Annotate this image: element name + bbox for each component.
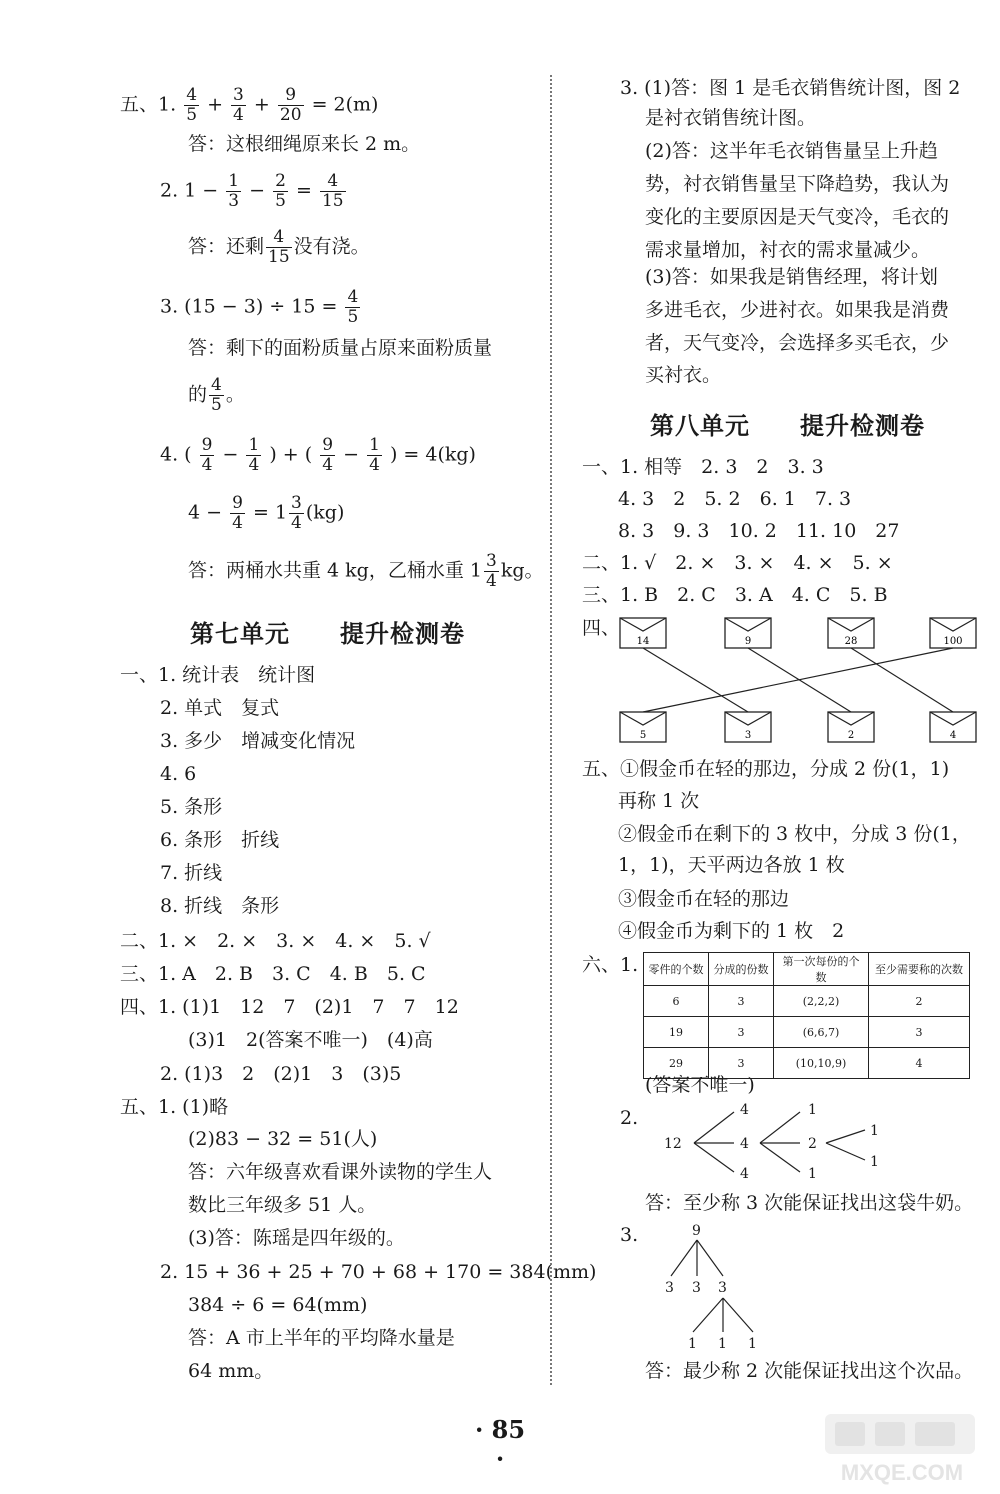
s4-label: 四、 [582, 617, 621, 639]
envelope-label: 4 [949, 730, 957, 741]
svg-text:4: 4 [740, 1136, 749, 1152]
s6-label: 六、1. [582, 954, 639, 976]
envelope [725, 618, 771, 648]
envelope [828, 618, 874, 648]
envelope-label: 2 [847, 730, 855, 741]
text-line: 五、1. (1)略 [120, 1096, 229, 1118]
match-line [643, 648, 748, 712]
text-line: 者，天气变冷，会选择多买毛衣，少 [645, 332, 950, 354]
table-row: 29 3 (10,10,9) 4 [644, 1048, 970, 1079]
text-line: 答：A 市上半年的平均降水量是 [188, 1327, 455, 1349]
q3-label: 3. [620, 1224, 639, 1246]
svg-text:1: 1 [808, 1166, 817, 1182]
text-line: 2. 单式 复式 [160, 697, 280, 719]
l-s5-a3-1: 答：剩下的面粉质量占原来面粉质量 [188, 337, 493, 359]
svg-text:4: 4 [740, 1102, 749, 1118]
text-line: 势，衬衣销售量呈下降趋势，我认为 [645, 173, 950, 195]
fraction: $\frac{3}{4}$ [291, 493, 302, 533]
th: 零件的个数 [644, 953, 709, 986]
text-line: 四、1. (1)1 12 7 (2)1 7 7 12 [120, 996, 459, 1018]
unit7-title: 第七单元 提升检测卷 [190, 619, 465, 648]
text-line: (3)答：陈瑶是四年级的。 [188, 1227, 405, 1249]
svg-text:3: 3 [692, 1280, 701, 1296]
svg-text:1: 1 [718, 1336, 727, 1350]
text-line: 变化的主要原因是天气变冷，毛衣的 [645, 206, 950, 228]
text-line: ③假金币在轻的那边 [618, 888, 790, 910]
envelope [620, 618, 666, 648]
unit8-title: 第八单元 提升检测卷 [650, 411, 925, 440]
fraction: $\frac{9}{20}$ [279, 85, 302, 125]
text-line: 三、1. A 2. B 3. C 4. B 5. C [120, 963, 426, 985]
text-line: 数比三年级多 51 人。 [188, 1194, 377, 1216]
table-header [644, 953, 970, 986]
text-line: 2. 15 + 36 + 25 + 70 + 68 + 170 = 384(mm) [160, 1261, 597, 1283]
th: 第一次每份的个数 [774, 953, 869, 986]
svg-text:2: 2 [808, 1136, 817, 1152]
text-line: 8. 3 9. 3 10. 2 11. 10 27 [618, 520, 900, 542]
envelope-matching-diagram [615, 610, 985, 750]
text-line: 4. 3 2 5. 2 6. 1 7. 3 [618, 488, 852, 510]
envelope-label: 28 [844, 636, 858, 647]
text-line: 64 mm。 [188, 1360, 274, 1382]
text-line: 6. 条形 折线 [160, 829, 280, 851]
column-divider [550, 75, 552, 1385]
text-line: 一、1. 统计表 统计图 [120, 664, 316, 686]
envelope-label: 5 [639, 730, 647, 741]
text-line: ④假金币为剩下的 1 枚 2 [618, 920, 845, 942]
fraction: $\frac{2}{5}$ [275, 171, 286, 211]
text-line: 是衬衣销售统计图。 [645, 107, 817, 129]
tree-diagram-9 [655, 1220, 775, 1350]
th: 至少需要称的次数 [869, 953, 970, 986]
th: 分成的份数 [709, 953, 774, 986]
envelope [930, 618, 976, 648]
text-line: 多进毛衣，少进衬衣。如果我是消费 [645, 299, 950, 321]
svg-text:3: 3 [718, 1280, 727, 1296]
svg-text:1: 1 [688, 1336, 697, 1350]
l-s5-a4: 答：两桶水共重 4 kg，乙桶水重 1 $\frac{3}{4}$ kg。 [188, 551, 544, 591]
fraction: $\frac{3}{4}$ [485, 551, 497, 591]
svg-text:1: 1 [808, 1102, 817, 1118]
l-s5-a1: 答：这根细绳原来长 2 m。 [188, 133, 421, 155]
text-line: 2. (1)3 2 (2)1 3 (3)5 [160, 1063, 402, 1085]
weighing-table [643, 952, 970, 1079]
envelope-label: 3 [744, 730, 752, 741]
text-line: 3. (1)答：图 1 是毛衣销售统计图，图 2 [620, 77, 961, 99]
match-line [851, 648, 953, 712]
svg-text:3: 3 [665, 1280, 674, 1296]
envelope [725, 712, 771, 742]
svg-text:1: 1 [870, 1123, 879, 1139]
fraction: $\frac{9}{4}$ [201, 435, 213, 475]
watermark-text: MXQE.COM [840, 1460, 964, 1485]
fraction: $\frac{4}{5}$ [186, 85, 198, 125]
text-line: 三、1. B 2. C 3. A 4. C 5. B [582, 584, 888, 606]
text-line: 买衬衣。 [645, 364, 722, 386]
l-s5-a3-2: 的 $\frac{4}{5}$ 。 [188, 375, 245, 415]
text-line: (3)答：如果我是销售经理，将计划 [645, 266, 938, 288]
text-line: 4. 6 [160, 763, 197, 785]
tree-root: 12 [664, 1136, 682, 1152]
section-label: 五、1. [120, 93, 177, 116]
text-line: 五、①假金币在轻的那边，分成 2 份(1，1) [582, 758, 950, 780]
text-line: 384 ÷ 6 = 64(mm) [188, 1294, 368, 1316]
text-line: 答：六年级喜欢看课外读物的学生人 [188, 1161, 493, 1183]
l-s5-q4b: 4 − $\frac{9}{4}$ = 1 $\frac{3}{4}$ (kg) [188, 493, 345, 533]
l-s5-q3: 3. (15 − 3) ÷ 15 = $\frac{4}{5}$ [160, 287, 359, 327]
fraction: $\frac{1}{3}$ [228, 171, 240, 211]
text-line: 7. 折线 [160, 862, 223, 884]
answer-2: 答：至少称 3 次能保证找出这袋牛奶。 [645, 1192, 974, 1214]
envelope [620, 712, 666, 742]
table-row: 19 3 (6,6,7) 3 [644, 1017, 970, 1048]
fraction: $\frac{1}{4}$ [369, 435, 380, 475]
fraction: $\frac{4}{5}$ [347, 287, 359, 327]
svg-text:4: 4 [740, 1166, 749, 1182]
l-s5-q2: 2. 1 − $\frac{1}{3}$ − $\frac{2}{5}$ = $\frac{4}{15}$ [160, 171, 344, 211]
envelope-label: 100 [943, 636, 963, 647]
text-line: ②假金币在剩下的 3 枚中，分成 3 份(1， [618, 823, 971, 845]
text-line: 3. 多少 增减变化情况 [160, 730, 356, 752]
fraction: $\frac{4}{15}$ [321, 171, 344, 211]
text-line: 再称 1 次 [618, 790, 700, 812]
l-s5-q1: 五、1. $\frac{4}{5}$ + $\frac{3}{4}$ + $\frac{9}{20}$ = 2(m) [120, 85, 379, 125]
page-number: · 85 · [474, 1415, 526, 1473]
envelope-label: 9 [744, 636, 752, 647]
envelope [828, 712, 874, 742]
svg-text:1: 1 [870, 1154, 879, 1170]
l-s5-q4: 4. ( $\frac{9}{4}$ − $\frac{1}{4}$ ) + ( $\frac{9}{4}$ − $\frac{1}{4}$ ) = 4(kg) [160, 435, 476, 475]
answer-3: 答：最少称 2 次能保证找出这个次品。 [645, 1360, 974, 1382]
fraction: $\frac{4}{5}$ [211, 375, 222, 415]
fraction: $\frac{9}{4}$ [232, 493, 243, 533]
text-line: 二、1. × 2. × 3. × 4. × 5. √ [120, 930, 431, 952]
text-line: 8. 折线 条形 [160, 895, 280, 917]
envelope [930, 712, 976, 742]
svg-text:9: 9 [692, 1223, 701, 1239]
match-line [643, 648, 953, 712]
table-note: (答案不唯一) [645, 1074, 755, 1096]
q2-label: 2. [620, 1107, 639, 1129]
text-line: 5. 条形 [160, 796, 223, 818]
table-row: 6 3 (2,2,2) 2 [644, 986, 970, 1017]
text-line: (3)1 2(答案不唯一) (4)高 [188, 1029, 433, 1051]
text-line: 需求量增加，衬衣的需求量减少。 [645, 239, 931, 261]
text-line: 一、1. 相等 2. 3 2 3. 3 [582, 456, 824, 478]
fraction: $\frac{3}{4}$ [233, 85, 244, 125]
fraction: $\frac{4}{15}$ [268, 227, 290, 267]
text-line: 二、1. √ 2. × 3. × 4. × 5. × [582, 552, 893, 574]
fraction: $\frac{1}{4}$ [248, 435, 260, 475]
envelope-label: 14 [636, 636, 650, 647]
watermark-logo [815, 1410, 990, 1490]
fraction: $\frac{9}{4}$ [322, 435, 334, 475]
svg-text:1: 1 [748, 1336, 757, 1350]
text-line: (2)答：这半年毛衣销售量呈上升趋 [645, 140, 938, 162]
text-line: 1，1)，天平两边各放 1 枚 [618, 854, 845, 876]
tree-diagram-12 [660, 1100, 890, 1190]
l-s5-a2: 答：还剩 $\frac{4}{15}$ 没有浇。 [188, 227, 370, 267]
text-line: (2)83 − 32 = 51(人) [188, 1128, 378, 1150]
